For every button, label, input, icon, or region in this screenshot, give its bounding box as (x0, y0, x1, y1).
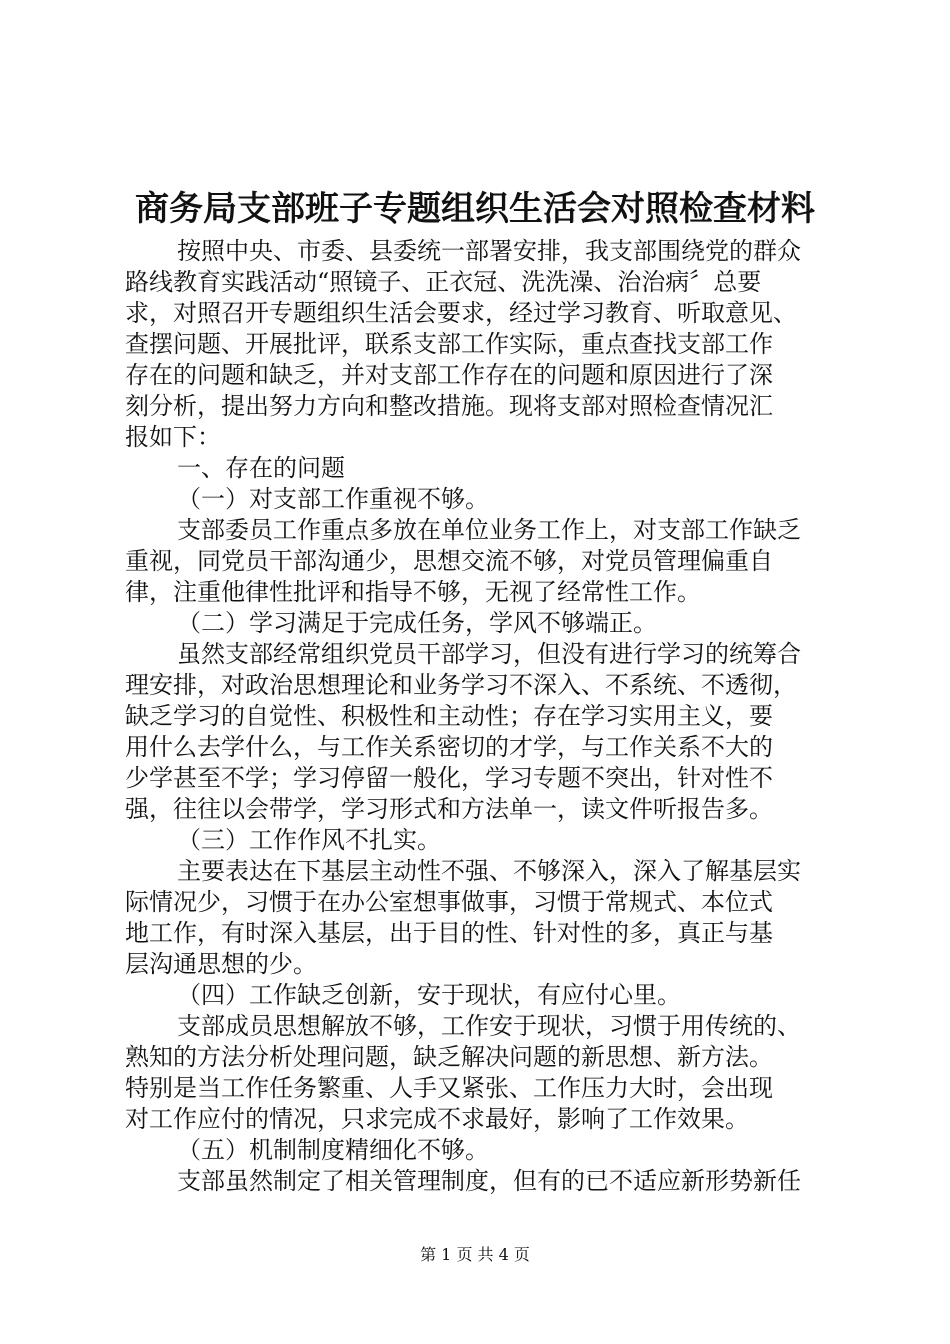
body-line: （四）工作缺乏创新，安于现状，有应付心里。 (177, 981, 681, 1009)
body-line: 支部委员工作重点多放在单位业务工作上，对支部工作缺乏 (177, 516, 801, 544)
body-line: （三）工作作风不扎实。 (177, 826, 441, 854)
body-line: 层沟通思想的少。 (125, 950, 317, 978)
body-line: 路线教育实践活动“照镜子、正衣冠、洗洗澡、治治病〞总要 (125, 268, 762, 296)
body-line: 强，往往以会带学，学习形式和方法单一，读文件听报告多。 (125, 795, 773, 823)
body-line: 际情况少，习惯于在办公室想事做事，习惯于常规式、本位式 (125, 888, 773, 916)
body-line: 律，注重他律性批评和指导不够，无视了经常性工作。 (125, 578, 701, 606)
body-line: 虽然支部经常组织党员干部学习，但没有进行学习的统筹合 (177, 640, 801, 668)
body-line: （一）对支部工作重视不够。 (177, 485, 489, 513)
body-line: 支部虽然制定了相关管理制度，但有的已不适应新形势新任 (177, 1167, 801, 1195)
body-line: 缺乏学习的自觉性、积极性和主动性；存在学习实用主义，要 (125, 702, 773, 730)
body-line: 刻分析，提出努力方向和整改措施。现将支部对照检查情况汇 (125, 392, 773, 420)
body-line: 重视，同党员干部沟通少，思想交流不够，对党员管理偏重自 (125, 547, 773, 575)
body-line: 查摆问题、开展批评，联系支部工作实际，重点查找支部工作 (125, 330, 773, 358)
body-line: 熟知的方法分析处理问题，缺乏解决问题的新思想、新方法。 (125, 1043, 773, 1071)
body-line: 报如下： (125, 423, 221, 451)
body-line: 用什么去学什么，与工作关系密切的才学，与工作关系不大的 (125, 733, 773, 761)
body-line: 地工作，有时深入基层，出于目的性、针对性的多，真正与基 (125, 919, 773, 947)
body-line: 一、存在的问题 (177, 454, 345, 482)
body-line: 求，对照召开专题组织生活会要求，经过学习教育、听取意见、 (125, 299, 797, 327)
body-line: 理安排，对政治思想理论和业务学习不深入、不系统、不透彻， (125, 671, 797, 699)
body-line: （二）学习满足于完成任务，学风不够端正。 (177, 609, 657, 637)
body-line: 对工作应付的情况，只求完成不求最好，影响了工作效果。 (125, 1105, 749, 1133)
document-title: 商务局支部班子专题组织生活会对照检查材料 (135, 189, 815, 229)
body-line: 主要表达在下基层主动性不强、不够深入，深入了解基层实 (177, 857, 801, 885)
document-body (125, 236, 830, 1197)
body-line: 按照中央、市委、县委统一部署安排，我支部围绕党的群众 (177, 237, 801, 265)
body-line: 存在的问题和缺乏，并对支部工作存在的问题和原因进行了深 (125, 361, 773, 389)
body-line: 支部成员思想解放不够，工作安于现状，习惯于用传统的、 (177, 1012, 801, 1040)
page-footer: 第 1 页 共 4 页 (420, 1245, 530, 1264)
body-line: 特别是当工作任务繁重、人手又紧张、工作压力大时，会出现 (125, 1074, 773, 1102)
body-line: （五）机制制度精细化不够。 (177, 1136, 489, 1164)
body-line: 少学甚至不学；学习停留一般化，学习专题不突出，针对性不 (125, 764, 773, 792)
